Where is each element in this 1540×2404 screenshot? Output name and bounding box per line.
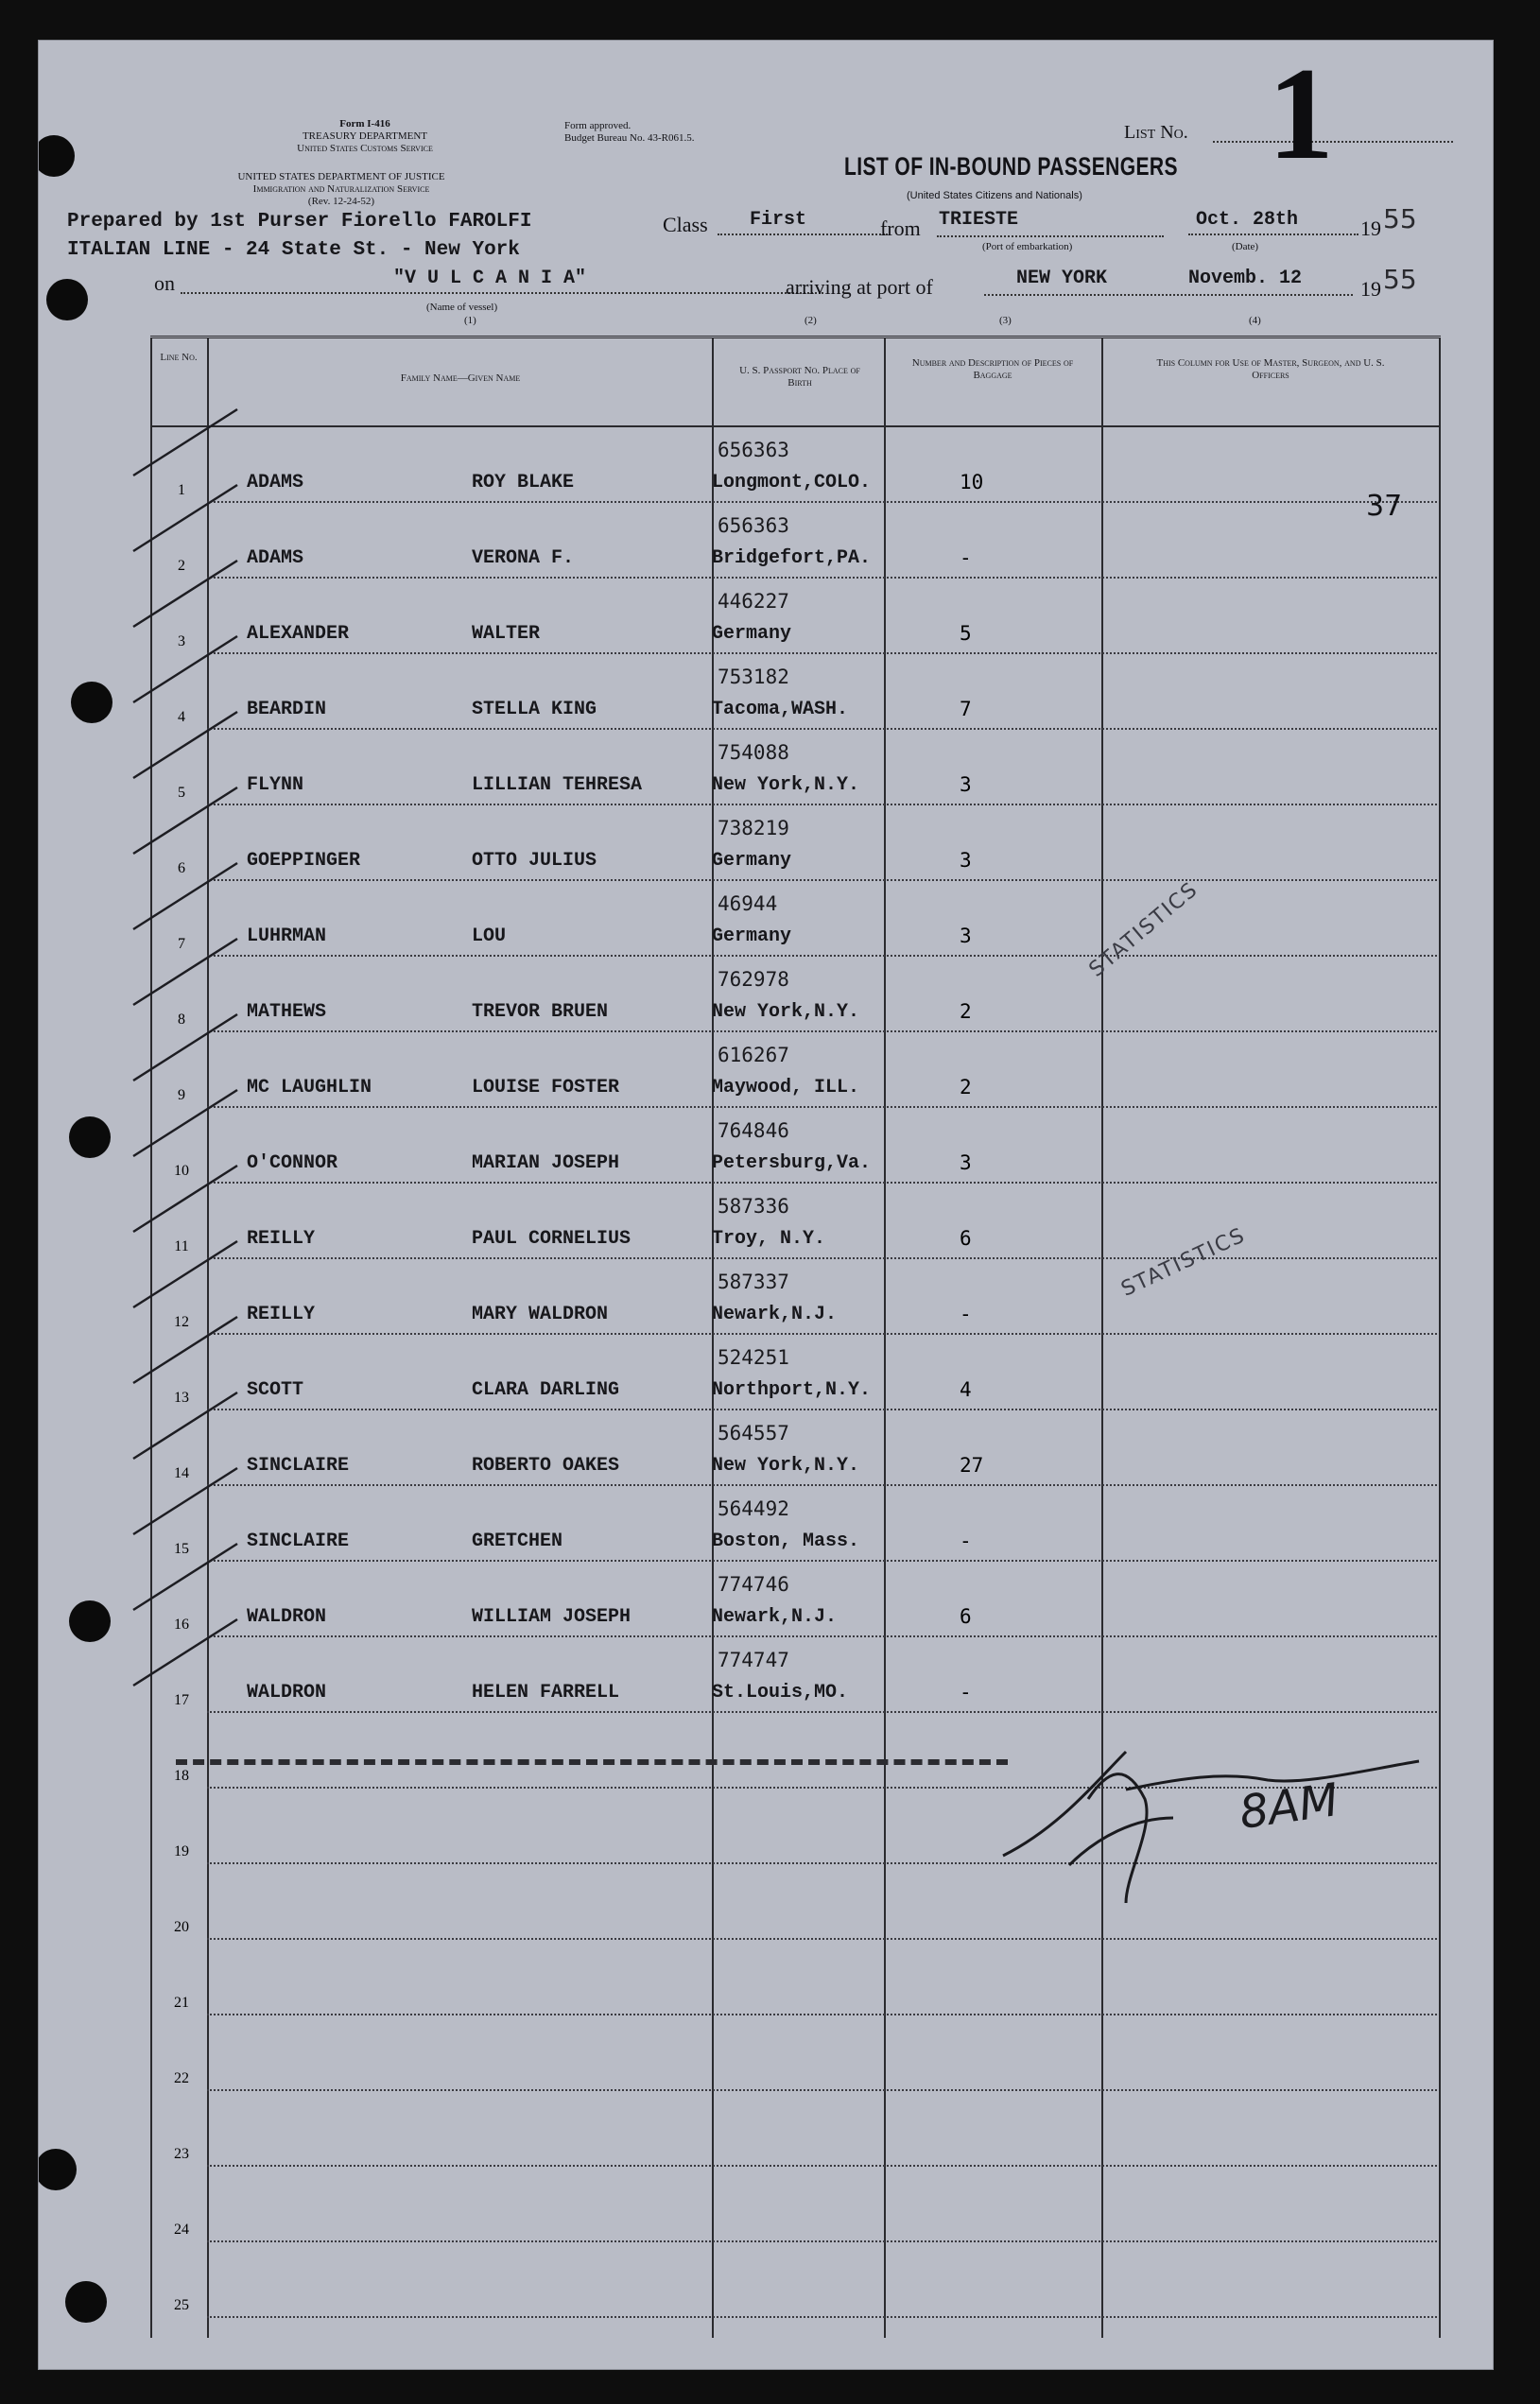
class-value: First (750, 209, 807, 231)
place-of-birth: New York,N.Y. (712, 1001, 860, 1023)
given-name: MARY WALDRON (472, 1304, 609, 1325)
check-mark (133, 1090, 237, 1156)
given-name: ROBERTO OAKES (472, 1455, 620, 1477)
line-number: 24 (174, 2222, 189, 2238)
class-dots (718, 233, 888, 235)
row-rule (207, 1182, 1437, 1184)
passport-number: 446227 (718, 590, 789, 613)
list-number: 1 (1268, 41, 1334, 187)
arriving-label: arriving at port of (786, 275, 933, 299)
baggage-count: 2 (960, 1000, 972, 1023)
place-of-birth: New York,N.Y. (712, 774, 860, 796)
baggage-count: 3 (960, 773, 972, 796)
check-mark (133, 1014, 237, 1081)
embarkation-port: TRIESTE (939, 209, 1019, 231)
row-rule (207, 652, 1437, 654)
row-rule (207, 1560, 1437, 1562)
place-of-birth: Maywood, ILL. (712, 1077, 860, 1098)
family-name: WALDRON (247, 1682, 327, 1704)
given-name: GRETCHEN (472, 1531, 563, 1552)
customs-service: United States Customs Service (297, 143, 433, 154)
vessel-dots (181, 292, 823, 294)
baggage-count: - (960, 546, 972, 569)
header-line-no: Line No. (160, 352, 198, 363)
check-mark (133, 1166, 237, 1232)
line-number: 7 (178, 936, 185, 952)
prepared-by: Prepared by 1st Purser Fiorello FAROLFI (67, 211, 532, 233)
family-name: SINCLAIRE (247, 1455, 350, 1477)
line-number: 2 (178, 558, 185, 574)
header-name: Family Name—Given Name (400, 372, 521, 384)
line-number: 18 (174, 1768, 189, 1784)
col-2-caption: (2) (805, 315, 817, 326)
place-of-birth: Tacoma,WASH. (712, 699, 849, 720)
row-rule (207, 1484, 1437, 1486)
embarkation-date: Oct. 28th (1196, 209, 1299, 231)
ins-service: Immigration and Naturalization Service (252, 183, 430, 195)
family-name: O'CONNOR (247, 1152, 338, 1174)
line-number: 16 (174, 1617, 189, 1633)
family-name: MATHEWS (247, 1001, 327, 1023)
check-mark (133, 1544, 237, 1610)
baggage-count: 5 (960, 622, 972, 645)
date-dots (1188, 233, 1358, 235)
row-rule (207, 1106, 1437, 1108)
line-number: 5 (178, 785, 185, 801)
row-rule (207, 1938, 1437, 1940)
punch-hole (38, 135, 75, 177)
row-rule (207, 1635, 1437, 1637)
passport-number: 764846 (718, 1119, 789, 1142)
line-number: 6 (178, 860, 185, 876)
passport-number: 738219 (718, 817, 789, 839)
officer-count: 37 (1366, 490, 1403, 523)
check-mark (133, 1619, 237, 1686)
arrival-year: 55 (1383, 264, 1417, 295)
place-of-birth: Bridgefort,PA. (712, 547, 872, 569)
given-name: STELLA KING (472, 699, 597, 720)
baggage-count: - (960, 1530, 972, 1552)
arrival-dots (984, 294, 1353, 296)
row-rule (207, 1257, 1437, 1259)
year-prefix: 19 (1360, 216, 1381, 240)
given-name: TREVOR BRUEN (472, 1001, 609, 1023)
line-number: 8 (178, 1012, 185, 1028)
page-title: LIST OF IN-BOUND PASSENGERS (844, 152, 1178, 181)
line-number: 21 (174, 1995, 189, 2011)
line-number: 9 (178, 1087, 185, 1103)
line-number: 12 (174, 1314, 189, 1330)
row-rule (207, 955, 1437, 957)
line-number: 20 (174, 1919, 189, 1935)
passport-number: 616267 (718, 1044, 789, 1066)
line-number: 11 (174, 1238, 189, 1254)
page-subtitle: (United States Citizens and Nationals) (907, 190, 1082, 201)
budget-bureau: Budget Bureau No. 43-R061.5. (564, 132, 695, 144)
table-row (150, 1942, 1441, 2017)
row-rule (207, 879, 1437, 881)
row-rule (207, 728, 1437, 730)
header-baggage: Number and Description of Pieces of Baggage (911, 357, 1074, 381)
check-marks (95, 400, 379, 1818)
place-of-birth: Germany (712, 850, 792, 872)
line-number: 22 (174, 2070, 189, 2086)
class-label: Class (663, 213, 708, 236)
from-label: from (880, 216, 921, 240)
passport-number: 46944 (718, 892, 778, 915)
passport-number: 524251 (718, 1346, 789, 1369)
justice-department: UNITED STATES DEPARTMENT OF JUSTICE (237, 171, 445, 182)
treasury-department: TREASURY DEPARTMENT (302, 130, 428, 142)
line-number: 14 (174, 1465, 189, 1481)
baggage-count: - (960, 1681, 972, 1704)
baggage-count: 6 (960, 1227, 972, 1250)
embarkation-year: 55 (1383, 203, 1417, 234)
arrival-year-prefix: 19 (1360, 277, 1381, 301)
baggage-count: 3 (960, 925, 972, 947)
statistics-stamp: STATISTICS (1117, 1223, 1250, 1302)
passport-number: 656363 (718, 439, 789, 461)
row-rule (207, 1333, 1437, 1335)
baggage-count: 27 (960, 1454, 984, 1477)
family-name: ADAMS (247, 547, 304, 569)
place-of-birth: Boston, Mass. (712, 1531, 860, 1552)
form-number: Form I-416 (339, 118, 390, 130)
line-number: 3 (178, 633, 185, 649)
passport-number: 564557 (718, 1422, 789, 1444)
arrival-port: NEW YORK (1016, 268, 1108, 289)
passport-number: 774746 (718, 1573, 789, 1596)
given-name: HELEN FARRELL (472, 1682, 620, 1704)
family-name: ALEXANDER (247, 623, 350, 645)
place-of-birth: Northport,N.Y. (712, 1379, 872, 1401)
place-of-birth: Germany (712, 925, 792, 947)
passport-number: 754088 (718, 741, 789, 764)
check-mark (133, 712, 237, 778)
line-number: 4 (178, 709, 185, 725)
signature-mark (984, 1723, 1438, 1931)
baggage-count: 3 (960, 1151, 972, 1174)
statistics-stamp: STATISTICS (1084, 877, 1203, 982)
given-name: CLARA DARLING (472, 1379, 620, 1401)
passport-number: 753182 (718, 666, 789, 688)
given-name: WILLIAM JOSEPH (472, 1606, 632, 1628)
list-label: List No. (1124, 122, 1188, 143)
family-name: REILLY (247, 1228, 316, 1250)
given-name: MARIAN JOSEPH (472, 1152, 620, 1174)
family-name: GOEPPINGER (247, 850, 361, 872)
family-name: MC LAUGHLIN (247, 1077, 372, 1098)
row-rule (207, 577, 1437, 579)
vessel-caption: (Name of vessel) (426, 302, 498, 313)
line-number: 25 (174, 2297, 189, 2313)
row-rule (207, 2014, 1437, 2015)
given-name: VERONA F. (472, 547, 575, 569)
family-name: SCOTT (247, 1379, 304, 1401)
line-number: 23 (174, 2146, 189, 2162)
given-name: LILLIAN TEHRESA (472, 774, 643, 796)
row-rule (207, 2089, 1437, 2091)
check-mark (133, 561, 237, 627)
baggage-count: - (960, 1303, 972, 1325)
port-caption: (Port of embarkation) (982, 241, 1073, 252)
given-name: OTTO JULIUS (472, 850, 597, 872)
passport-number: 656363 (718, 514, 789, 537)
row-rule (207, 501, 1437, 503)
check-mark (133, 1468, 237, 1534)
place-of-birth: Newark,N.J. (712, 1606, 838, 1628)
line-address: ITALIAN LINE - 24 State St. - New York (67, 239, 520, 261)
vessel-name: "V U L C A N I A" (393, 268, 587, 289)
baggage-count: 10 (960, 471, 984, 493)
passport-number: 564492 (718, 1497, 789, 1520)
family-name: LUHRMAN (247, 925, 327, 947)
col-1-caption: (1) (464, 315, 476, 326)
col-4-caption: (4) (1249, 315, 1261, 326)
family-name: REILLY (247, 1304, 316, 1325)
family-name: BEARDIN (247, 699, 327, 720)
baggage-count: 6 (960, 1605, 972, 1628)
family-name: FLYNN (247, 774, 304, 796)
arrival-date: Novemb. 12 (1188, 268, 1303, 289)
check-mark (133, 1392, 237, 1459)
check-mark (133, 787, 237, 854)
family-name: ADAMS (247, 472, 304, 493)
check-mark (133, 1317, 237, 1383)
place-of-birth: Newark,N.J. (712, 1304, 838, 1325)
line-number: 1 (178, 482, 185, 498)
place-of-birth: Petersburg,Va. (712, 1152, 872, 1174)
check-mark (133, 939, 237, 1005)
header-officers: This Column for Use of Master, Surgeon, and U. S. Officers (1156, 357, 1385, 381)
baggage-count: 4 (960, 1378, 972, 1401)
check-mark (133, 636, 237, 702)
col-3-caption: (3) (999, 315, 1012, 326)
given-name: ROY BLAKE (472, 472, 575, 493)
line-number: 13 (174, 1390, 189, 1406)
passport-number: 762978 (718, 968, 789, 991)
given-name: PAUL CORNELIUS (472, 1228, 632, 1250)
row-rule (207, 2240, 1437, 2242)
check-mark (133, 1241, 237, 1307)
place-of-birth: Germany (712, 623, 792, 645)
check-mark (133, 863, 237, 929)
place-of-birth: Troy, N.Y. (712, 1228, 826, 1250)
family-name: WALDRON (247, 1606, 327, 1628)
family-name: SINCLAIRE (247, 1531, 350, 1552)
row-rule (207, 1409, 1437, 1410)
table-row (150, 2244, 1441, 2320)
passport-number: 774747 (718, 1649, 789, 1671)
manifest-page (38, 40, 1494, 2370)
header-passport: U. S. Passport No. Place of Birth (739, 365, 860, 389)
passport-number: 587337 (718, 1271, 789, 1293)
place-of-birth: Longmont,COLO. (712, 472, 872, 493)
line-number: 15 (174, 1541, 189, 1557)
row-rule (207, 2316, 1437, 2318)
signature-note: 8AM (1236, 1773, 1342, 1841)
from-dots (937, 235, 1164, 237)
row-rule (207, 804, 1437, 805)
date-caption: (Date) (1232, 241, 1259, 252)
given-name: LOU (472, 925, 507, 947)
punch-hole (38, 2149, 77, 2190)
punch-hole (65, 2281, 107, 2323)
baggage-count: 7 (960, 698, 972, 720)
row-rule (207, 1711, 1437, 1713)
baggage-count: 3 (960, 849, 972, 872)
place-of-birth: New York,N.Y. (712, 1455, 860, 1477)
table-row (150, 2017, 1441, 2093)
on-label: on (154, 271, 175, 295)
table-row (150, 2169, 1441, 2244)
given-name: LOUISE FOSTER (472, 1077, 620, 1098)
check-mark (133, 485, 237, 551)
passport-number: 587336 (718, 1195, 789, 1218)
revision: (Rev. 12-24-52) (307, 196, 375, 207)
line-number: 10 (174, 1163, 189, 1179)
line-number: 19 (174, 1843, 189, 1859)
check-mark (133, 409, 237, 476)
table-row (150, 2093, 1441, 2169)
form-approved: Form approved. (564, 120, 632, 131)
place-of-birth: St.Louis,MO. (712, 1682, 849, 1704)
given-name: WALTER (472, 623, 541, 645)
row-rule (207, 1030, 1437, 1032)
baggage-count: 2 (960, 1076, 972, 1098)
row-rule (207, 2165, 1437, 2167)
punch-hole (46, 279, 88, 320)
line-number: 17 (174, 1692, 189, 1708)
